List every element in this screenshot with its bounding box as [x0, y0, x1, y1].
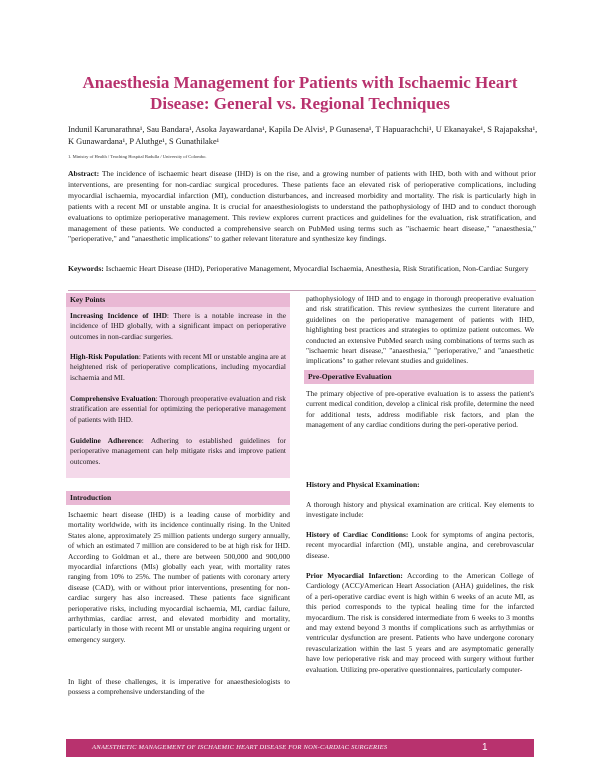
pre-operative-header	[304, 370, 534, 384]
prior-mi-paragraph	[306, 571, 534, 675]
introduction-paragraph: In light of these challenges, it is imperative for anaesthesiologists to possess a comprehensive understanding of the	[68, 677, 290, 697]
keywords-text: Ischaemic Heart Disease (IHD), Perioperative Management, Myocardial Ischaemia, Anesthesia, Risk Stratification, Non-Cardiac Surgery	[103, 264, 529, 273]
abstract-label: Abstract:	[68, 169, 100, 178]
introduction-paragraph: Ischaemic heart disease (IHD) is a leading cause of morbidity and mortality worldwide, with its incidence continually rising. In the United States alone, approximately 25 million patients undergo surgery annually, of which an estimated 7 million are considered to be at high risk for IHD. According to Goldman et al., there are between 500,000 and 900,000 myocardial infarctions (MIs) globally each year, with mortality rates ranging from 10% to 25%. The number of patients with coronary artery disease (CAD), with or without prior interventions, presenting for non-cardiac surgery has also increased. These patients face significant perioperative risks, including myocardial ischaemia, MI, cardiac failure, arrhythmias, cardiac arrest, and elevated morbidity and mortality, particularly in those with recent MI or unstable angina requiring urgent or emergency surgery.	[68, 510, 290, 644]
key-point-text: : Patients with recent MI or unstable angina are at heightened risk of perioperative complications, including myocardial ischaemia and MI.	[70, 352, 287, 382]
page-number: 1	[482, 742, 488, 753]
page-footer	[66, 739, 534, 757]
key-point-label: Guideline Adherence	[70, 436, 142, 445]
keywords	[68, 264, 536, 275]
affiliation: 1. Ministry of Health / Teaching Hospital Badulla / University of Colombo.	[68, 154, 207, 159]
paper-title: Anaesthesia Management for Patients with Ischaemic Heart Disease: General vs. Regional Techniques	[82, 73, 518, 113]
review-paragraph: pathophysiology of IHD and to engage in thorough preoperative evaluation and risk stratification. This review synthesizes the current literature and guidelines on the perioperative management of patients with IHD, highlighting best practices and strategies to optimize patient outcomes. We conducted an extensive PubMed search using combinations of terms such as "ischaemic heart disease," "anaesthesia," "perioperative," and "anaesthetic implications" to gather relevant studies and guidelines.	[306, 294, 534, 366]
prior-mi-label: Prior Myocardial Infarction:	[306, 571, 403, 580]
pre-operative-heading: Pre-Operative Evaluation	[308, 372, 392, 381]
running-title: ANAESTHETIC MANAGEMENT OF ISCHAEMIC HEART DISEASE FOR NON-CARDIAC SURGERIES	[92, 744, 388, 751]
key-point-text: : There is a notable increase in the incidence of IHD globally, with a significant impact on perioperative outcomes in non-cardiac surgeries.	[70, 311, 286, 341]
key-point-item	[70, 311, 286, 342]
cardiac-conditions-label: History of Cardiac Conditions:	[306, 530, 409, 539]
cardiac-conditions-paragraph	[306, 530, 534, 561]
cardiac-conditions-text: Look for symptoms of angina pectoris, recent myocardial infarction (MI), unstable angina, and cerebrovascular disease.	[306, 530, 534, 560]
abstract-text: The incidence of ischaemic heart disease (IHD) is on the rise, and a growing number of patients with IHD, both with and without prior interventions, are presenting for non-cardiac surgical procedures. These patients face an elevated risk of perioperative complications, including myocardial ischaemia, myocardial infarction (MI), conduction disturbances, and increased morbidity and mortality. The risk is particularly high in patients with a recent MI or unstable angina. It is crucial for anaesthesiologists to understand the pathophysiology of IHD and to conduct thorough evaluations to optimize perioperative management. This review explores current practices and guidelines for the evaluation, risk stratification, and management of these patients. We conducted a comprehensive search on PubMed using terms such as "ischaemic heart disease," "anaesthesia," "perioperative," and "anaesthetic implications" to gather relevant literature and synthesize key findings.	[68, 169, 536, 244]
key-point-item	[70, 436, 286, 467]
pre-operative-paragraph: The primary objective of pre-operative evaluation is to assess the patient's current medical condition, develop a clinical risk profile, determine the need for additional tests, address modifiable risk factors, and plan the management of any cardiac conditions during the peri-operative period.	[306, 389, 534, 430]
prior-mi-text: According to the American College of Cardiology (ACC)/American Heart Association (AHA) guidelines, the risk of a peri-operative cardiac event is high within 6 weeks of an acute MI, as this period corresponds to the typical healing time for the infarcted myocardium. The risk is considered intermediate from 6 weeks to 3 months and may extend beyond 3 months if complications such as arrhythmias or ventricular dysfunction are present. Patients who have undergone coronary revascularization within the last 5 years and are asymptomatic generally have low perioperative risk and may proceed with surgery without further evaluation. Utilizing pre-operative questionnaires, particularly computer-	[306, 571, 534, 674]
key-points-heading: Key Points	[70, 295, 106, 304]
keywords-label: Keywords:	[68, 264, 104, 273]
introduction-header	[66, 491, 290, 505]
section-divider	[68, 290, 536, 291]
key-point-item	[70, 352, 286, 383]
key-points-header	[66, 293, 290, 307]
history-paragraph: A thorough history and physical examination are critical. Key elements to investigate include:	[306, 500, 534, 520]
history-heading: History and Physical Examination:	[306, 480, 420, 489]
key-point-item	[70, 394, 286, 425]
key-point-label: Increasing Incidence of IHD	[70, 311, 167, 320]
key-point-text: : Thorough preoperative evaluation and risk stratification are essential for optimizing the perioperative management of patients with IHD.	[70, 394, 286, 424]
key-point-label: High-Risk Population	[70, 352, 139, 361]
abstract	[68, 169, 536, 245]
author-list: Indunil Karunarathna¹, Sau Bandara¹, Asoka Jayawardana¹, Kapila De Alvis¹, P Gunasena¹, T Hapuarachchi¹, U Ekanayake¹, S Rajapaksha¹, K Gunawardana¹, P Aluthge¹, S Gunathilake¹	[68, 125, 538, 146]
introduction-heading: Introduction	[70, 493, 112, 502]
key-point-text: : Adhering to established guidelines for perioperative management can help mitigate risks and improve patient outcomes.	[70, 436, 286, 466]
key-point-label: Comprehensive Evaluation	[70, 394, 156, 403]
